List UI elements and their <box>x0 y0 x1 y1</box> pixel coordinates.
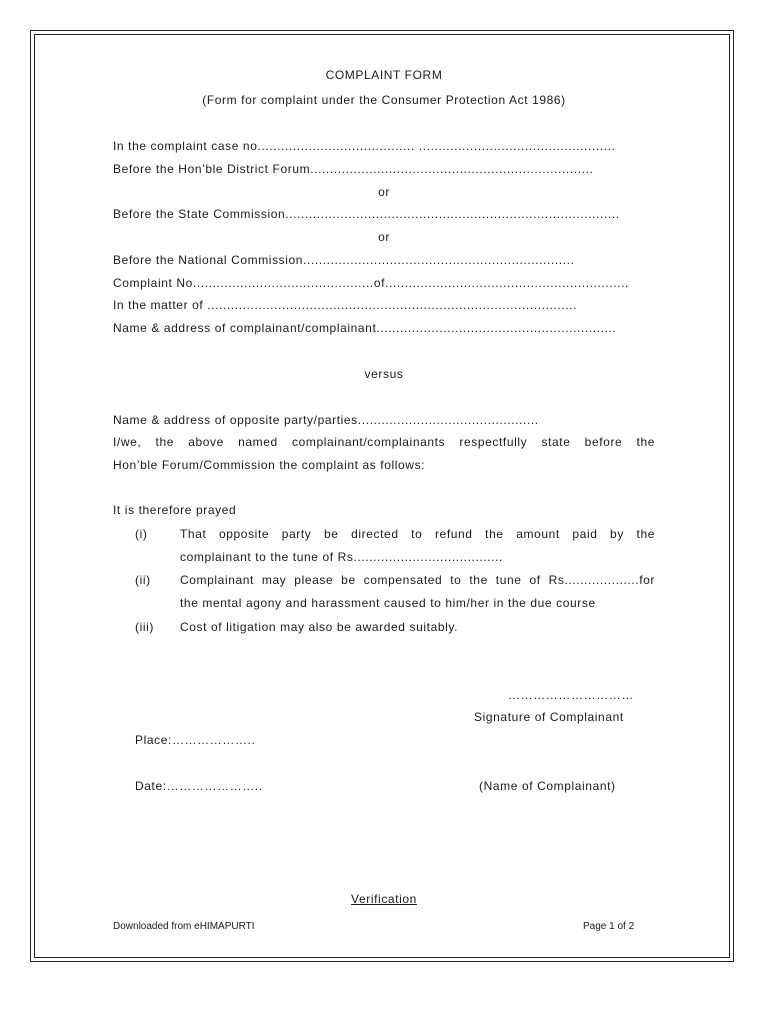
prayer-text: the mental agony and harassment caused to him/her in the due course <box>180 596 596 610</box>
prayer-number: (iii) <box>135 620 154 634</box>
or-separator: or <box>378 230 390 244</box>
matter-of-line: In the matter of .............................................................................................. <box>113 298 578 312</box>
district-forum-line: Before the Hon’ble District Forum........................................................................ <box>113 162 594 176</box>
form-subtitle: (Form for complaint under the Consumer Protection Act 1986) <box>202 93 566 107</box>
footer-source: Downloaded from eHIMAPURTI <box>113 921 255 932</box>
statement-line: Hon’ble Forum/Commission the complaint as follows: <box>113 458 426 472</box>
national-commission-line: Before the National Commission..................................................................... <box>113 253 575 267</box>
complainant-address-line: Name & address of complainant/complainant............................................................. <box>113 321 617 335</box>
complaint-no-line: Complaint No..............................................of.............................................................. <box>113 276 629 290</box>
prayer-text: That opposite party be directed to refund the amount paid by the <box>180 527 655 541</box>
form-title: COMPLAINT FORM <box>325 68 443 82</box>
signature-label: Signature of Complainant <box>474 710 624 724</box>
state-commission-line: Before the State Commission..................................................................................... <box>113 207 620 221</box>
prayed-heading: It is therefore prayed <box>113 503 237 517</box>
prayer-text: Cost of litigation may also be awarded suitably. <box>180 620 459 634</box>
case-no-line: In the complaint case no........................................ .................................................. <box>113 139 616 153</box>
prayer-text: complainant to the tune of Rs...................................... <box>180 550 503 564</box>
versus-label: versus <box>364 367 404 381</box>
place-field: Place:……………….. <box>135 733 256 747</box>
or-separator: or <box>378 185 390 199</box>
signature-line: ………………………… <box>508 688 634 702</box>
statement-line: I/we, the above named complainant/complainants respectfully state before the <box>113 435 655 449</box>
prayer-number: (i) <box>135 527 148 541</box>
complainant-name-label: (Name of Complainant) <box>479 779 616 793</box>
verification-heading: Verification <box>351 892 417 906</box>
date-field: Date:………………….. <box>135 779 263 793</box>
footer-page-number: Page 1 of 2 <box>583 921 635 932</box>
prayer-text: Complainant may please be compensated to the tune of Rs...................for <box>180 573 655 587</box>
opposite-party-line: Name & address of opposite party/parties.............................................. <box>113 413 539 427</box>
prayer-number: (ii) <box>135 573 151 587</box>
